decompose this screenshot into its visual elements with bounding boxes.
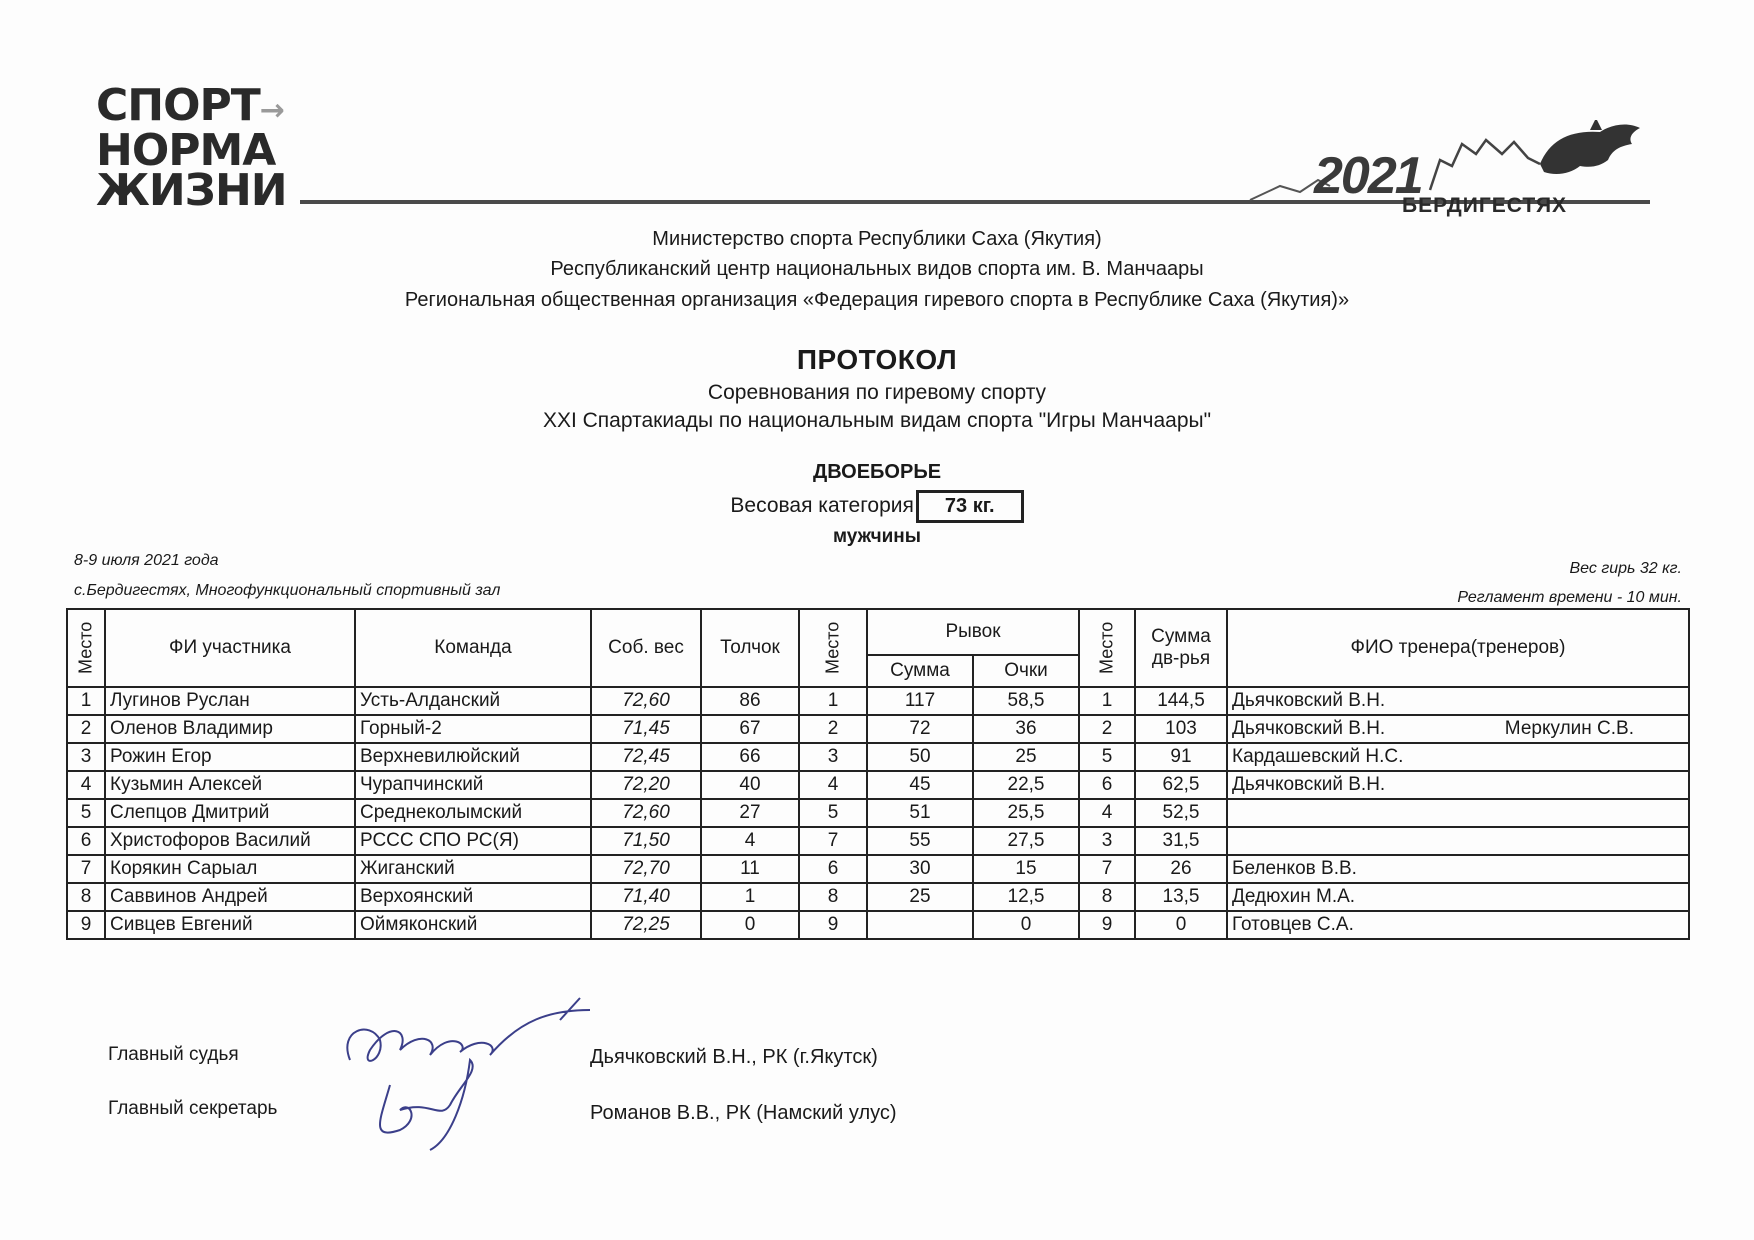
cell-snatch-points: 25 bbox=[973, 743, 1079, 771]
cell-place: 2 bbox=[67, 715, 105, 743]
cell-team: Верхневилюйский bbox=[355, 743, 591, 771]
table-row bbox=[67, 771, 1689, 799]
cell-jerk: 40 bbox=[701, 771, 799, 799]
cell-snatch-points: 36 bbox=[973, 715, 1079, 743]
cell-name: Оленов Владимир bbox=[105, 715, 355, 743]
cell-body-weight: 72,60 bbox=[591, 687, 701, 715]
cell-jerk-place: 1 bbox=[799, 687, 867, 715]
cell-place: 7 bbox=[67, 855, 105, 883]
cell-coach bbox=[1227, 827, 1689, 855]
cell-team: Верхоянский bbox=[355, 883, 591, 911]
cell-place: 5 bbox=[67, 799, 105, 827]
chief-judge-name: Дьячковский В.Н., РК (г.Якутск) bbox=[590, 1046, 878, 1068]
chief-secretary-name: Романов В.В., РК (Намский улус) bbox=[590, 1102, 897, 1124]
coach-primary: Кардашевский Н.С. bbox=[1232, 746, 1404, 767]
cell-jerk-place: 5 bbox=[799, 799, 867, 827]
cell-name: Христофоров Василий bbox=[105, 827, 355, 855]
table-row bbox=[67, 911, 1689, 939]
cell-jerk-place: 9 bbox=[799, 911, 867, 939]
cell-total: 52,5 bbox=[1135, 799, 1227, 827]
results-table bbox=[66, 608, 1690, 940]
cell-total-place: 8 bbox=[1079, 883, 1135, 911]
coach-primary: Дьячковский В.Н. bbox=[1232, 690, 1386, 711]
cell-snatch-points: 27,5 bbox=[973, 827, 1079, 855]
cell-total-place: 5 bbox=[1079, 743, 1135, 771]
cell-place: 8 bbox=[67, 883, 105, 911]
table-row bbox=[67, 687, 1689, 715]
cell-total: 103 bbox=[1135, 715, 1227, 743]
kettlebell-weight: Вес гирь 32 кг. bbox=[1569, 560, 1682, 577]
cell-total: 62,5 bbox=[1135, 771, 1227, 799]
cell-jerk-place: 3 bbox=[799, 743, 867, 771]
discipline: ДВОЕБОРЬЕ bbox=[812, 461, 942, 483]
cell-jerk-place: 2 bbox=[799, 715, 867, 743]
cell-coach bbox=[1227, 799, 1689, 827]
cell-body-weight: 71,45 bbox=[591, 715, 701, 743]
coach-primary: Беленков В.В. bbox=[1232, 858, 1357, 879]
cell-jerk: 86 bbox=[701, 687, 799, 715]
cell-jerk-place: 7 bbox=[799, 827, 867, 855]
logo-line-2: НОРМА bbox=[96, 125, 276, 176]
logo-name: БЕРДИГЕСТЯХ bbox=[1402, 194, 1568, 217]
cell-body-weight: 72,70 bbox=[591, 855, 701, 883]
header-body-weight: Соб. вес bbox=[591, 609, 701, 687]
cell-name: Саввинов Андрей bbox=[105, 883, 355, 911]
cell-snatch-sum: 51 bbox=[867, 799, 973, 827]
event-subtitle: XXI Спартакиады по национальным видам спорта "Игры Манчаары" bbox=[542, 409, 1212, 432]
chief-judge-label: Главный судья bbox=[108, 1044, 239, 1065]
coach-primary: Дедюхин М.А. bbox=[1232, 886, 1356, 907]
cell-coach bbox=[1227, 743, 1689, 771]
table-row bbox=[67, 799, 1689, 827]
cell-snatch-points: 15 bbox=[973, 855, 1079, 883]
cell-total: 31,5 bbox=[1135, 827, 1227, 855]
cell-jerk: 4 bbox=[701, 827, 799, 855]
cell-jerk: 1 bbox=[701, 883, 799, 911]
competition-venue: с.Бердигестях, Многофункциональный спортивный зал bbox=[74, 582, 501, 599]
organization-3: Региональная общественная организация «Федерация гиревого спорта в Республике Саха (Якутия)» bbox=[404, 289, 1350, 311]
cell-jerk-place: 6 bbox=[799, 855, 867, 883]
cell-total: 144,5 bbox=[1135, 687, 1227, 715]
cell-total-place: 9 bbox=[1079, 911, 1135, 939]
table-row bbox=[67, 743, 1689, 771]
cell-total: 0 bbox=[1135, 911, 1227, 939]
cell-name: Слепцов Дмитрий bbox=[105, 799, 355, 827]
cell-place: 9 bbox=[67, 911, 105, 939]
logo-sport-norma-zhizni bbox=[96, 80, 287, 216]
weight-category-value: 73 кг. bbox=[916, 490, 1024, 523]
cell-body-weight: 72,25 bbox=[591, 911, 701, 939]
cell-coach bbox=[1227, 855, 1689, 883]
chief-secretary-label: Главный секретарь bbox=[108, 1098, 278, 1119]
cell-snatch-points: 22,5 bbox=[973, 771, 1079, 799]
cell-snatch-points: 58,5 bbox=[973, 687, 1079, 715]
cell-name: Корякин Сарыал bbox=[105, 855, 355, 883]
cell-team: Усть-Алданский bbox=[355, 687, 591, 715]
header-name: ФИ участника bbox=[105, 609, 355, 687]
cell-total: 26 bbox=[1135, 855, 1227, 883]
competition-subtitle: Соревнования по гиревому спорту bbox=[707, 381, 1047, 404]
cell-body-weight: 72,60 bbox=[591, 799, 701, 827]
cell-team: Среднеколымский bbox=[355, 799, 591, 827]
cell-body-weight: 72,20 bbox=[591, 771, 701, 799]
cell-jerk: 27 bbox=[701, 799, 799, 827]
table-row bbox=[67, 715, 1689, 743]
cell-snatch-sum: 50 bbox=[867, 743, 973, 771]
cell-team: Оймяконский bbox=[355, 911, 591, 939]
cell-coach bbox=[1227, 883, 1689, 911]
gender: мужчины bbox=[832, 526, 921, 547]
cell-name: Рожин Егор bbox=[105, 743, 355, 771]
cell-snatch-sum bbox=[867, 911, 973, 939]
cell-jerk-place: 8 bbox=[799, 883, 867, 911]
header-place: Место bbox=[67, 609, 105, 687]
cell-total-place: 6 bbox=[1079, 771, 1135, 799]
table-row bbox=[67, 855, 1689, 883]
cell-body-weight: 72,45 bbox=[591, 743, 701, 771]
cell-place: 1 bbox=[67, 687, 105, 715]
cell-jerk-place: 4 bbox=[799, 771, 867, 799]
cell-coach bbox=[1227, 911, 1689, 939]
cell-place: 6 bbox=[67, 827, 105, 855]
cell-snatch-sum: 45 bbox=[867, 771, 973, 799]
organization-2: Республиканский центр национальных видов спорта им. В. Манчаары bbox=[550, 258, 1204, 280]
cell-body-weight: 71,40 bbox=[591, 883, 701, 911]
weight-category bbox=[0, 490, 1754, 523]
logo-year: 2021 bbox=[1314, 147, 1422, 205]
header-team: Команда bbox=[355, 609, 591, 687]
cell-name: Лугинов Руслан bbox=[105, 687, 355, 715]
cell-snatch-sum: 25 bbox=[867, 883, 973, 911]
table-row bbox=[67, 883, 1689, 911]
cell-team: Жиганский bbox=[355, 855, 591, 883]
cell-total: 91 bbox=[1135, 743, 1227, 771]
cell-coach bbox=[1227, 687, 1689, 715]
logo-line-1: СПОРТ bbox=[96, 80, 260, 131]
coach-secondary: Меркулин С.В. bbox=[1504, 718, 1634, 739]
cell-snatch-points: 0 bbox=[973, 911, 1079, 939]
document-title: ПРОТОКОЛ bbox=[796, 344, 958, 375]
cell-coach bbox=[1227, 715, 1689, 743]
cell-body-weight: 71,50 bbox=[591, 827, 701, 855]
table-row bbox=[67, 827, 1689, 855]
header-snatch-points: Очки bbox=[973, 655, 1079, 687]
cell-snatch-points: 25,5 bbox=[973, 799, 1079, 827]
cell-team: Чурапчинский bbox=[355, 771, 591, 799]
cell-snatch-sum: 30 bbox=[867, 855, 973, 883]
organization-1: Министерство спорта Республики Саха (Якутия) bbox=[652, 228, 1102, 250]
cell-total-place: 3 bbox=[1079, 827, 1135, 855]
cell-coach bbox=[1227, 771, 1689, 799]
cell-snatch-sum: 72 bbox=[867, 715, 973, 743]
header-snatch: Рывок bbox=[867, 609, 1079, 655]
cell-jerk: 67 bbox=[701, 715, 799, 743]
cell-snatch-sum: 55 bbox=[867, 827, 973, 855]
cell-name: Сивцев Евгений bbox=[105, 911, 355, 939]
header-coach: ФИО тренера(тренеров) bbox=[1227, 609, 1689, 687]
coach-primary: Дьячковский В.Н. bbox=[1232, 718, 1386, 739]
cell-team: РСCC СПО РС(Я) bbox=[355, 827, 591, 855]
time-limit: Регламент времени - 10 мин. bbox=[1457, 589, 1682, 606]
cell-jerk: 0 bbox=[701, 911, 799, 939]
cell-total-place: 4 bbox=[1079, 799, 1135, 827]
logo-line-3: ЖИЗНИ bbox=[96, 165, 287, 216]
cell-jerk: 11 bbox=[701, 855, 799, 883]
coach-primary: Готовцев С.А. bbox=[1232, 914, 1354, 935]
coach-primary: Дьячковский В.Н. bbox=[1232, 774, 1386, 795]
arrow-right-icon: → bbox=[259, 93, 285, 128]
handwritten-signatures bbox=[330, 990, 630, 1160]
cell-jerk: 66 bbox=[701, 743, 799, 771]
cell-total-place: 2 bbox=[1079, 715, 1135, 743]
cell-total-place: 7 bbox=[1079, 855, 1135, 883]
header-total-place: Место bbox=[1079, 609, 1135, 687]
header-jerk-place: Место bbox=[799, 609, 867, 687]
cell-place: 3 bbox=[67, 743, 105, 771]
competition-date: 8-9 июля 2021 года bbox=[74, 552, 219, 569]
cell-total-place: 1 bbox=[1079, 687, 1135, 715]
cell-snatch-sum: 117 bbox=[867, 687, 973, 715]
cell-team: Горный-2 bbox=[355, 715, 591, 743]
header-total: Сумма дв-рья bbox=[1135, 609, 1227, 687]
header-jerk: Толчок bbox=[701, 609, 799, 687]
header-snatch-sum: Сумма bbox=[867, 655, 973, 687]
cell-place: 4 bbox=[67, 771, 105, 799]
cell-total: 13,5 bbox=[1135, 883, 1227, 911]
cell-snatch-points: 12,5 bbox=[973, 883, 1079, 911]
cell-name: Кузьмин Алексей bbox=[105, 771, 355, 799]
weight-category-label: Весовая категория bbox=[730, 494, 914, 518]
